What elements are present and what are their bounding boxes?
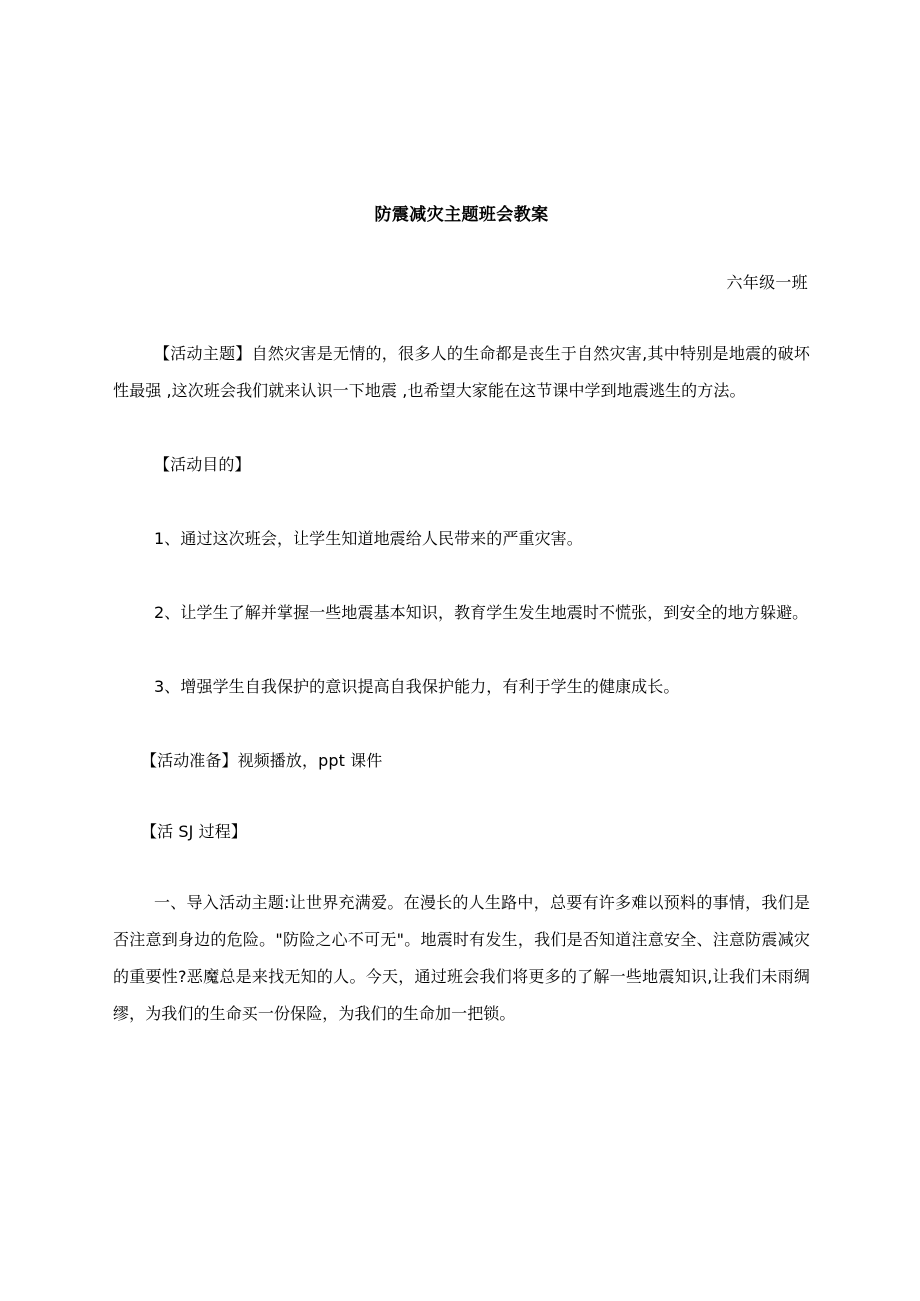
spacer (113, 483, 810, 520)
purpose-item-3: 3、增强学生自我保护的意识提高自我保护能力，有利于学生的健康成长。 (154, 677, 680, 696)
process-item-1: 一、导入活动主题:让世界充满爱。在漫长的人生路中，总要有许多难以预料的事情，我们是否注意到身边的危险。"防险之心不可无"。地震时有发生，我们是否知道注意安全、注意防震减灾的重要性?恶魔总是来找无知的人。今天，通过班会我们将更多的了解一些地震知识,让我们未雨绸缪，为我们的生命买一份保险，为我们的生命加一把锁。 (113, 893, 810, 1023)
spacer (113, 850, 810, 884)
section-heading-activity-process: 【活 SJ 过程】 (141, 822, 247, 841)
class-name-line: 六年级一班 (726, 273, 808, 292)
spacer (113, 705, 810, 742)
spacer (113, 779, 810, 813)
purpose-item-2: 2、让学生了解并掌握一些地震基本知识，教育学生发生地震时不慌张，到安全的地方躲避。 (154, 603, 809, 622)
spacer (113, 298, 810, 335)
page-title: 防震减灾主题班会教案 (374, 205, 549, 225)
document-body (113, 196, 810, 1032)
section-activity-preparation: 【活动准备】视频播放，ppt 课件 (141, 751, 383, 770)
section-activity-topic: 【活动主题】自然灾害是无情的，很多人的生命都是丧生于自然灾害,其中特别是地震的破坏性最强 ,这次班会我们就来认识一下地震 ,也希望大家能在这节课中学到地震逃生的方法。 (113, 344, 810, 400)
spacer (113, 631, 810, 668)
section-heading-activity-purpose: 【活动目的】 (154, 455, 251, 474)
spacer (113, 557, 810, 594)
spacer (113, 409, 810, 446)
purpose-item-1: 1、通过这次班会，让学生知道地震给人民带来的严重灾害。 (154, 529, 583, 548)
